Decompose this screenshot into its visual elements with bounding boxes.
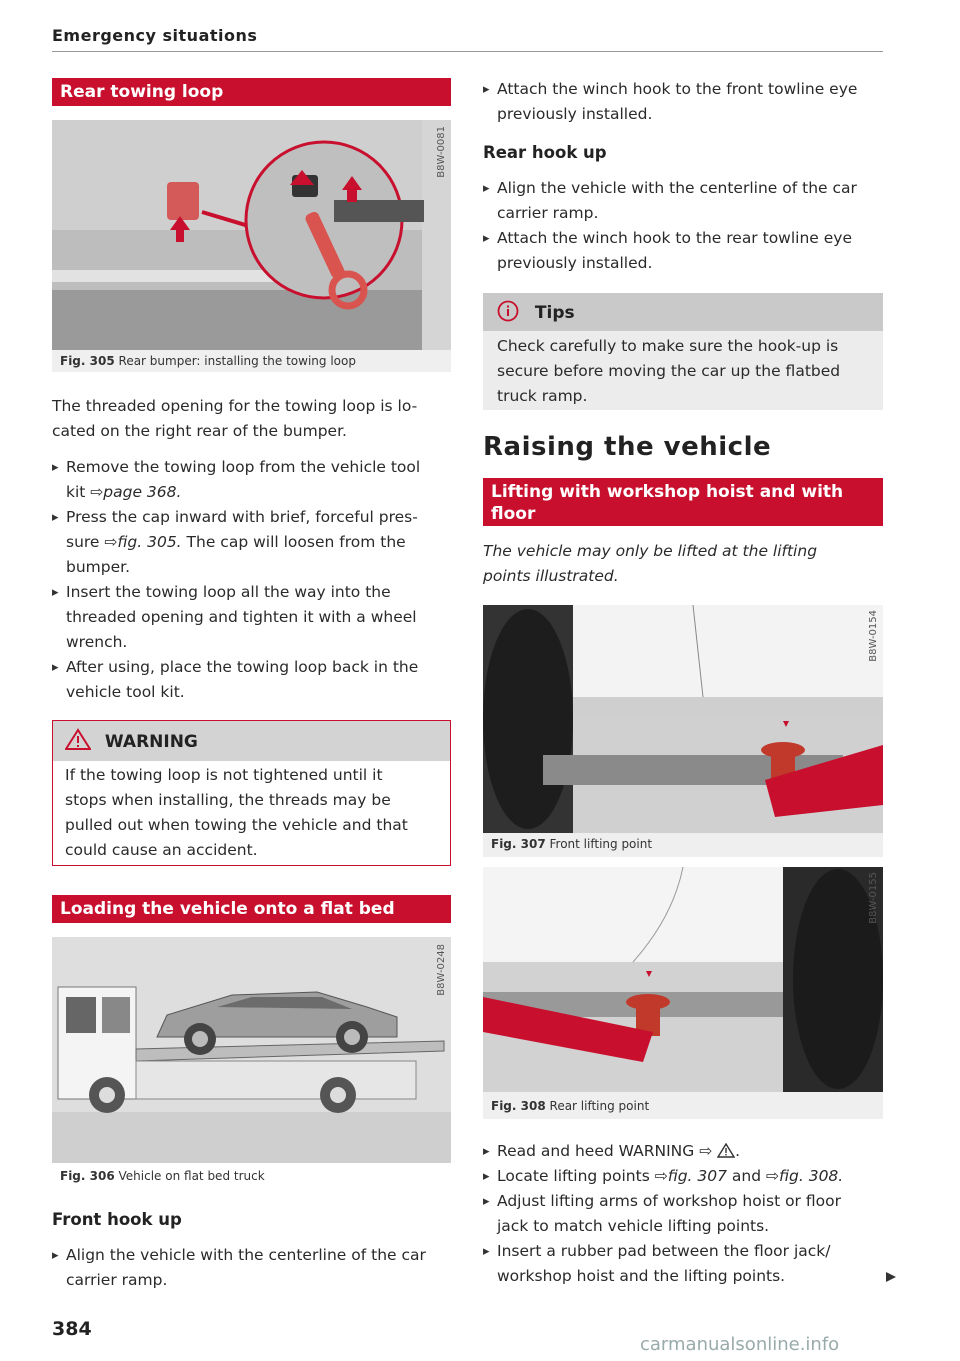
figure-link[interactable]: ⇨fig. 308. bbox=[766, 1167, 844, 1185]
rear-hook-up-heading: Rear hook up bbox=[483, 143, 607, 162]
section-title: Emergency situations bbox=[52, 26, 258, 45]
text-line bbox=[66, 530, 452, 555]
warning-header bbox=[53, 721, 450, 761]
text-line: ▸ Insert a rubber pad between the floor jack/ bbox=[497, 1242, 831, 1260]
text-line: previously installed. bbox=[497, 105, 653, 123]
info-icon bbox=[497, 300, 519, 322]
flatbed-heading: Loading the vehicle onto a flat bed bbox=[52, 895, 451, 923]
text-line: ▸ Align the vehicle with the centerline of the car bbox=[497, 179, 857, 197]
figure-308-code: B8W-0155 bbox=[868, 872, 879, 924]
warning-body bbox=[53, 761, 450, 865]
rear-bumper-towing-loop-illustration bbox=[52, 120, 451, 372]
text-span: Locate lifting points bbox=[497, 1167, 655, 1185]
figure-306-caption-text: Vehicle on flat bed truck bbox=[118, 1169, 265, 1183]
text-line: truck ramp. bbox=[497, 387, 588, 405]
text-line: cated on the right rear of the bumper. bbox=[52, 422, 347, 440]
list-item bbox=[483, 1189, 883, 1239]
text-line: carrier ramp. bbox=[497, 204, 599, 222]
tips-title: Tips bbox=[534, 303, 575, 323]
figure-305-label: Fig. 305 bbox=[60, 354, 115, 368]
text-line: secure before moving the car up the flatbed bbox=[497, 362, 841, 380]
text-span: and bbox=[727, 1167, 767, 1185]
text-line: wrench. bbox=[66, 633, 128, 651]
text-line: threaded opening and tighten it with a wheel bbox=[66, 608, 417, 626]
watermark: carmanualsonline.info bbox=[640, 1334, 840, 1355]
figure-305-caption-text: Rear bumper: installing the towing loop bbox=[118, 354, 356, 368]
rear-hook-steps bbox=[483, 176, 883, 276]
text-line: ▸ Align the vehicle with the centerline of the car bbox=[66, 1246, 426, 1264]
list-item bbox=[483, 1164, 883, 1189]
continue-arrow-icon bbox=[884, 1270, 898, 1284]
text-line: ▸ Press the cap inward with brief, forceful pres- bbox=[66, 508, 418, 526]
text-line: Check carefully to make sure the hook-up is bbox=[497, 337, 839, 355]
figure-link[interactable]: ⇨fig. 307 bbox=[654, 1167, 727, 1185]
text-line: could cause an accident. bbox=[65, 841, 258, 859]
figure-308-caption-text: Rear lifting point bbox=[549, 1099, 650, 1113]
warning-box bbox=[52, 720, 451, 866]
text-line: If the towing loop is not tightened until it bbox=[65, 766, 383, 784]
text-line: The threaded opening for the towing loop is lo- bbox=[52, 397, 418, 415]
figure-306-caption bbox=[60, 1169, 265, 1183]
rear-towing-loop-heading: Rear towing loop bbox=[52, 78, 451, 106]
figure-308-label: Fig. 308 bbox=[491, 1099, 546, 1113]
figure-308-caption bbox=[491, 1099, 649, 1113]
list-item bbox=[483, 226, 883, 276]
text-line: carrier ramp. bbox=[66, 1271, 168, 1289]
text-line: workshop hoist and the lifting points. bbox=[497, 1267, 786, 1285]
list-item bbox=[52, 505, 452, 580]
tips-header bbox=[483, 293, 883, 331]
figure-307-label: Fig. 307 bbox=[491, 837, 546, 851]
front-hook-up-heading: Front hook up bbox=[52, 1210, 182, 1229]
front-lifting-point-illustration bbox=[483, 605, 883, 857]
header-rule bbox=[52, 51, 883, 52]
text-line: points illustrated. bbox=[483, 567, 619, 585]
page-link[interactable]: ⇨page 368. bbox=[90, 483, 182, 501]
text-span: The cap will loosen from the bbox=[181, 533, 406, 551]
list-item bbox=[52, 655, 452, 705]
front-hook-steps bbox=[52, 1243, 452, 1293]
text-line: ▸ Adjust lifting arms of workshop hoist or floor bbox=[497, 1192, 841, 1210]
page-number: 384 bbox=[52, 1318, 92, 1340]
figure-308 bbox=[483, 867, 883, 1119]
rear-towing-steps bbox=[52, 455, 452, 705]
rear-lifting-point-illustration bbox=[483, 867, 883, 1119]
heading-line: Lifting with workshop hoist and with floor bbox=[491, 482, 844, 524]
figure-307-caption bbox=[491, 837, 652, 851]
list-item bbox=[483, 1239, 883, 1289]
figure-305-code: B8W-0081 bbox=[436, 126, 447, 178]
warning-title: WARNING bbox=[104, 732, 198, 752]
list-item bbox=[483, 77, 883, 127]
lifting-steps bbox=[483, 1139, 883, 1289]
text-span: kit bbox=[66, 483, 91, 501]
flatbed-truck-illustration bbox=[52, 937, 451, 1163]
list-item: ▸ Read and heed WARNING ⇨ . bbox=[483, 1139, 883, 1164]
list-item bbox=[483, 176, 883, 226]
list-item bbox=[52, 455, 452, 505]
text-span: sure bbox=[66, 533, 105, 551]
figure-307 bbox=[483, 605, 883, 857]
text-line: ▸ Attach the winch hook to the front towline eye bbox=[497, 80, 858, 98]
text-line: ▸ Insert the towing loop all the way into the bbox=[66, 583, 391, 601]
lifting-note bbox=[483, 539, 883, 589]
text-line: previously installed. bbox=[497, 254, 653, 272]
text-line bbox=[66, 480, 452, 505]
figure-305 bbox=[52, 120, 451, 372]
figure-link[interactable]: ⇨fig. 305. bbox=[104, 533, 182, 551]
figure-305-caption bbox=[60, 354, 356, 368]
figure-307-code: B8W-0154 bbox=[868, 610, 879, 662]
rear-towing-intro bbox=[52, 394, 452, 444]
tips-body bbox=[483, 331, 883, 410]
raising-vehicle-title: Raising the vehicle bbox=[483, 432, 772, 462]
text-line: ▸ Remove the towing loop from the vehicle tool bbox=[66, 458, 421, 476]
front-hook-steps-cont bbox=[483, 77, 883, 127]
text-line: pulled out when towing the vehicle and that bbox=[65, 816, 408, 834]
figure-306 bbox=[52, 937, 451, 1163]
figure-306-code: B8W-0248 bbox=[436, 944, 447, 996]
text-line: vehicle tool kit. bbox=[66, 683, 185, 701]
list-item bbox=[52, 1243, 452, 1293]
heading-line: jack bbox=[491, 526, 530, 546]
list-item bbox=[52, 580, 452, 655]
figure-307-caption-text: Front lifting point bbox=[549, 837, 653, 851]
text-line: stops when installing, the threads may be bbox=[65, 791, 391, 809]
text-line: ▸ After using, place the towing loop back in the bbox=[66, 658, 419, 676]
text-span: Read and heed WARNING bbox=[497, 1142, 700, 1160]
lifting-heading bbox=[483, 478, 883, 546]
warning-triangle-icon[interactable] bbox=[717, 1143, 735, 1158]
text-line: The vehicle may only be lifted at the lifting bbox=[483, 542, 818, 560]
text-line: ▸ Attach the winch hook to the rear towline eye bbox=[497, 229, 852, 247]
warning-link[interactable]: ⇨ bbox=[699, 1142, 713, 1160]
text-line: jack to match vehicle lifting points. bbox=[497, 1217, 770, 1235]
warning-triangle-icon bbox=[65, 728, 91, 750]
figure-306-label: Fig. 306 bbox=[60, 1169, 115, 1183]
text-line: bumper. bbox=[66, 558, 131, 576]
tips-box bbox=[483, 293, 883, 410]
